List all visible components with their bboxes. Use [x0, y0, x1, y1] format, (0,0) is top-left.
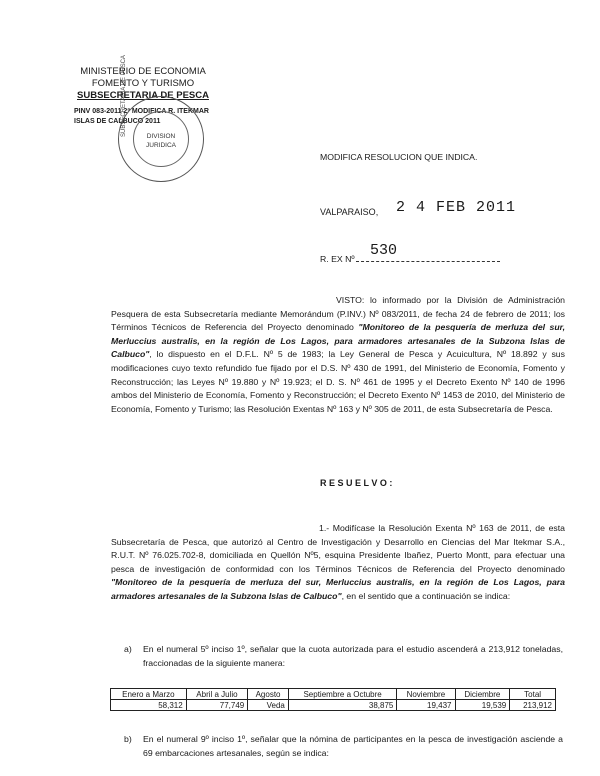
point-1-paragraph [111, 522, 565, 604]
quota-table-header-row [111, 689, 556, 700]
quota-header-cell: Total [510, 689, 556, 700]
letterhead [58, 66, 228, 102]
item-b-letter: b) [124, 734, 132, 744]
quota-value-cell: 19,539 [455, 700, 510, 711]
quota-value-cell: 58,312 [111, 700, 187, 711]
date-stamp: 2 4 FEB 2011 [396, 199, 517, 216]
item-a-text: En el numeral 5º inciso 1º, señalar que la cuota autorizada para el estudio ascenderá a 213,912 toneladas, fraccionadas de la siguiente manera: [143, 644, 563, 668]
subsecretaria-title: SUBSECRETARIA DE PESCA [77, 90, 209, 101]
quota-value-cell: Veda [248, 700, 289, 711]
resolution-number-line [356, 261, 500, 262]
visto-text-1: VISTO: lo informado por la División de Administración Pesquera de esta Subsecretaría mediante Memorándum (P.INV.) Nº 083/2011, de fecha 24 de febrero de 2011; los Términos Técnicos de Referencia del Proyecto denominado [111, 295, 565, 333]
resuelvo-heading: R E S U E L V O : [320, 478, 393, 488]
reference-line-2: ISLAS DE CALBUCO 2011 [74, 118, 161, 125]
quota-header-cell: Abril a Julio [186, 689, 248, 700]
document-subject: MODIFICA RESOLUCION QUE INDICA. [320, 152, 478, 162]
place-label: VALPARAISO, [320, 207, 379, 217]
ministry-line-2: FOMENTO Y TURISMO [91, 78, 195, 89]
quota-value-cell: 19,437 [397, 700, 455, 711]
quota-header-cell: Agosto [248, 689, 289, 700]
visto-paragraph [111, 294, 565, 416]
project-title-2: "Monitoreo de la pesquería de merluza del sur, Merluccius australis, en la región de Los Lagos, para armadores artesanales de la Subzona Islas de Calbuco" [111, 577, 565, 601]
quota-header-cell: Septiembre a Octubre [288, 689, 397, 700]
quota-value-cell: 77,749 [186, 700, 248, 711]
point-1-text-2: , en el sentido que a continuación se indica: [341, 590, 511, 601]
project-title-1: "Monitoreo de la pesquería de merluza del sur, Merluccius australis, en la región de Los Lagos, para armadores artesanales de la Subzona Islas de Calbuco" [111, 322, 565, 360]
quota-table [110, 688, 556, 711]
stamp-center-line-1: DIVISION [146, 133, 176, 140]
item-a-letter: a) [124, 644, 132, 654]
quota-value-cell: 38,875 [288, 700, 397, 711]
ministry-line-1: MINISTERIO DE ECONOMIA [80, 66, 206, 77]
reference-line-1: PINV 083-2011 2ª MODIFICA R. ITEKMAR [74, 108, 209, 115]
quota-table-value-row [111, 700, 556, 711]
visto-text-2: , lo dispuesto en el D.F.L. Nº 5 de 1983; la Ley General de Pesca y Acuicultura, Nº 18.892 y sus modificaciones cuyo texto refundido fue fijado por el D.S. Nº 430 de 1991, del Ministerio de Economía, Fomento y Reconstrucción; las Leyes Nº 19.880 y Nº 19.923; el D. S. Nº 461 de 1995 y el Decreto Exento Nº 140 de 1996 ambos del Ministerio de Economía, Fomento y Reconstrucción; el Decreto Exento Nº 1453 de 2010, del Ministerio de Economía, Fomento y Turismo; las Resolución Exentas Nº 163 y Nº 305 de 2011, de esta Subsecretaría de Pesca. [111, 349, 565, 414]
quota-value-cell: 213,912 [510, 700, 556, 711]
resolution-number: 530 [370, 242, 398, 259]
stamp-ring-text: SUBSECRETARIA DE PESCA [121, 55, 127, 137]
resolution-label: R. EX Nº [320, 254, 355, 264]
quota-header-cell: Diciembre [455, 689, 510, 700]
item-b-text: En el numeral 9º inciso 1º, señalar que la nómina de participantes en la pesca de investigación asciende a 69 embarcaciones artesanales, según se indica: [143, 734, 563, 758]
point-1-text-1: 1.- Modifícase la Resolución Exenta Nº 163 de 2011, de esta Subsecretaría de Pesca, que autorizó al Centro de Investigación y Desarrollo en Ciencias del Mar Itekmar S.A., R.U.T. Nº 76.025.702-8, domiciliada en Quellón Nº5, esquina Presidente Ibañez, Puerto Montt, para efectuar una pesca de investigación de conformidad con los Términos Técnicos de Referencia del Proyecto denominado [111, 523, 565, 574]
stamp-center-line-2: JURIDICA [146, 142, 176, 149]
quota-header-cell: Enero a Marzo [111, 689, 187, 700]
quota-header-cell: Noviembre [397, 689, 455, 700]
